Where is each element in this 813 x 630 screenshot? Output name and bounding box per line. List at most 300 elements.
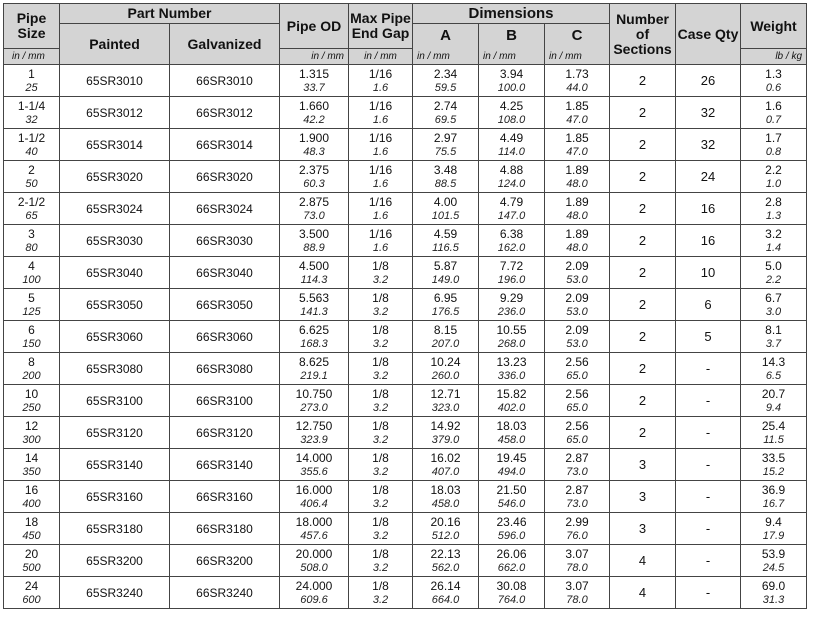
cell-dim-b-in: 21.50 — [496, 482, 527, 497]
cell-galvanized: 66SR3160 — [170, 481, 280, 513]
cell-od-in: 18.000 — [295, 514, 333, 529]
cell-dim-a — [413, 97, 479, 129]
table-row — [4, 289, 807, 321]
cell-dim-a-mm: 88.5 — [434, 177, 457, 190]
cell-dim-b-mm: 336.0 — [497, 369, 526, 382]
cell-dim-c-mm: 53.0 — [566, 273, 588, 286]
cell-size-in: 1-1/4 — [17, 98, 46, 113]
cell-dim-b — [479, 481, 545, 513]
cell-galvanized: 66SR3020 — [170, 161, 280, 193]
cell-dim-c — [545, 449, 610, 481]
cell-weight — [741, 257, 807, 289]
cell-size-mm: 500 — [22, 561, 41, 574]
cell-gap-in: 1/8 — [372, 354, 389, 369]
header-pipe-od: Pipe OD — [280, 4, 349, 49]
cell-weight-in: 69.0 — [761, 578, 786, 593]
cell-dim-b — [479, 417, 545, 449]
cell-dim-c-in: 2.87 — [565, 482, 589, 497]
cell-size — [4, 321, 60, 353]
cell-sections: 3 — [610, 513, 676, 545]
cell-dim-b-in: 4.49 — [499, 130, 524, 145]
cell-dim-c-mm: 47.0 — [566, 145, 588, 158]
cell-dim-b-mm: 147.0 — [497, 209, 526, 222]
cell-size-in: 16 — [24, 482, 39, 497]
cell-dim-a-in: 4.59 — [433, 226, 458, 241]
cell-dim-b-in: 7.72 — [499, 258, 524, 273]
cell-painted: 65SR3120 — [60, 417, 170, 449]
cell-case-qty: - — [676, 385, 741, 417]
table-row — [4, 545, 807, 577]
cell-dim-c-mm: 44.0 — [566, 81, 588, 94]
cell-dim-c-in: 2.99 — [565, 514, 589, 529]
cell-dim-a-in: 16.02 — [430, 450, 461, 465]
unit-weight: lb / kg — [741, 49, 807, 65]
cell-weight-in: 1.7 — [765, 130, 782, 145]
cell-gap — [349, 193, 413, 225]
cell-weight-mm: 1.3 — [765, 209, 782, 222]
cell-size — [4, 161, 60, 193]
header-painted: Painted — [60, 24, 170, 65]
cell-sections: 4 — [610, 577, 676, 609]
cell-dim-a — [413, 161, 479, 193]
cell-od — [280, 545, 349, 577]
cell-od-mm: 406.4 — [300, 497, 328, 510]
cell-dim-c-in: 2.09 — [565, 258, 589, 273]
cell-size-mm: 400 — [22, 497, 41, 510]
cell-dim-a-in: 14.92 — [430, 418, 461, 433]
cell-galvanized: 66SR3180 — [170, 513, 280, 545]
cell-od-in: 8.625 — [298, 354, 330, 369]
cell-dim-c-in: 1.85 — [565, 130, 589, 145]
cell-od-in: 1.900 — [298, 130, 330, 145]
cell-weight-mm: 16.7 — [762, 497, 785, 510]
cell-size-mm: 80 — [25, 241, 38, 254]
cell-gap — [349, 513, 413, 545]
unit-dim-c: in / mm — [549, 51, 582, 62]
cell-gap-mm: 3.2 — [372, 337, 389, 350]
header-case-qty: Case Qty — [676, 4, 741, 65]
cell-sections: 2 — [610, 353, 676, 385]
cell-dim-c-mm: 48.0 — [566, 177, 588, 190]
cell-dim-b-mm: 114.0 — [498, 145, 525, 158]
cell-painted: 65SR3200 — [60, 545, 170, 577]
header-dim-b-label: B — [506, 27, 517, 44]
cell-dim-a-mm: 69.5 — [434, 113, 457, 126]
cell-od-in: 2.875 — [298, 194, 330, 209]
header-max-gap: Max Pipe End Gap — [349, 4, 413, 49]
cell-size — [4, 481, 60, 513]
cell-dim-c-in: 2.87 — [565, 450, 589, 465]
cell-gap-in: 1/8 — [372, 450, 389, 465]
cell-dim-a-mm: 458.0 — [431, 497, 460, 510]
cell-size-in: 4 — [28, 258, 35, 273]
cell-od — [280, 481, 349, 513]
cell-dim-c-mm: 76.0 — [566, 529, 588, 542]
cell-dim-a-mm: 149.0 — [431, 273, 460, 286]
cell-weight — [741, 481, 807, 513]
cell-dim-b-in: 3.94 — [499, 66, 524, 81]
cell-gap — [349, 385, 413, 417]
cell-painted: 65SR3020 — [60, 161, 170, 193]
cell-od-mm: 355.6 — [300, 465, 328, 478]
cell-od-in: 12.750 — [295, 418, 333, 433]
cell-dim-a — [413, 65, 479, 97]
cell-dim-b-mm: 108.0 — [497, 113, 526, 126]
header-dimensions: Dimensions — [413, 4, 610, 24]
cell-weight-mm: 0.7 — [765, 113, 782, 126]
table-row — [4, 97, 807, 129]
cell-dim-b — [479, 65, 545, 97]
header-dim-c — [545, 24, 610, 65]
cell-weight-in: 5.0 — [765, 258, 782, 273]
cell-size-in: 2 — [28, 162, 35, 177]
cell-dim-a — [413, 257, 479, 289]
cell-painted: 65SR3030 — [60, 225, 170, 257]
cell-dim-b-in: 30.08 — [496, 578, 527, 593]
cell-gap-in: 1/8 — [372, 546, 389, 561]
cell-weight-in: 33.5 — [761, 450, 786, 465]
cell-gap-mm: 1.6 — [372, 209, 389, 222]
cell-gap-in: 1/16 — [368, 130, 393, 145]
cell-sections: 2 — [610, 193, 676, 225]
cell-size-mm: 50 — [25, 177, 38, 190]
table-row — [4, 353, 807, 385]
cell-dim-a-mm: 407.0 — [431, 465, 460, 478]
cell-weight-mm: 3.0 — [765, 305, 782, 318]
cell-gap-in: 1/16 — [368, 194, 393, 209]
cell-od-mm: 33.7 — [303, 81, 325, 94]
cell-galvanized: 66SR3040 — [170, 257, 280, 289]
cell-gap-in: 1/16 — [368, 98, 393, 113]
cell-size-in: 8 — [28, 354, 35, 369]
cell-size-mm: 65 — [25, 209, 38, 222]
cell-painted: 65SR3060 — [60, 321, 170, 353]
table-row — [4, 417, 807, 449]
cell-od-in: 16.000 — [295, 482, 333, 497]
cell-od-mm: 168.3 — [300, 337, 328, 350]
cell-gap — [349, 449, 413, 481]
cell-painted: 65SR3010 — [60, 65, 170, 97]
cell-od-in: 14.000 — [295, 450, 333, 465]
table-row — [4, 257, 807, 289]
cell-od-in: 24.000 — [295, 578, 333, 593]
cell-case-qty: 26 — [676, 65, 741, 97]
cell-weight-in: 14.3 — [761, 354, 786, 369]
cell-weight — [741, 289, 807, 321]
cell-case-qty: 6 — [676, 289, 741, 321]
cell-dim-c-in: 1.89 — [565, 194, 589, 209]
cell-od-in: 3.500 — [298, 226, 330, 241]
cell-od-mm: 114.3 — [300, 273, 328, 286]
cell-galvanized: 66SR3240 — [170, 577, 280, 609]
cell-gap-mm: 3.2 — [372, 273, 389, 286]
cell-size — [4, 417, 60, 449]
cell-od — [280, 193, 349, 225]
cell-gap — [349, 257, 413, 289]
cell-weight-mm: 1.4 — [765, 241, 782, 254]
cell-od — [280, 513, 349, 545]
header-dim-b — [479, 24, 545, 65]
cell-case-qty: 32 — [676, 129, 741, 161]
cell-size — [4, 513, 60, 545]
unit-od: in / mm — [280, 49, 349, 65]
cell-dim-c — [545, 513, 610, 545]
cell-dim-c — [545, 481, 610, 513]
cell-weight-in: 20.7 — [761, 386, 786, 401]
cell-dim-a — [413, 193, 479, 225]
cell-weight-mm: 31.3 — [762, 593, 785, 606]
cell-weight-in: 25.4 — [761, 418, 786, 433]
cell-weight — [741, 417, 807, 449]
cell-dim-c-in: 1.89 — [565, 226, 589, 241]
cell-size — [4, 65, 60, 97]
cell-size-in: 20 — [24, 546, 39, 561]
cell-size — [4, 545, 60, 577]
cell-dim-b — [479, 289, 545, 321]
cell-od-in: 6.625 — [298, 322, 330, 337]
cell-gap-mm: 1.6 — [372, 241, 389, 254]
cell-od-mm: 609.6 — [300, 593, 328, 606]
cell-dim-c — [545, 257, 610, 289]
cell-weight — [741, 161, 807, 193]
cell-weight-mm: 11.5 — [763, 433, 784, 446]
cell-gap — [349, 577, 413, 609]
cell-case-qty: - — [676, 513, 741, 545]
cell-dim-b — [479, 513, 545, 545]
cell-od-mm: 508.0 — [300, 561, 328, 574]
cell-dim-b-in: 26.06 — [496, 546, 527, 561]
cell-weight — [741, 385, 807, 417]
cell-case-qty: 16 — [676, 193, 741, 225]
cell-od — [280, 65, 349, 97]
cell-size-mm: 125 — [22, 305, 41, 318]
cell-od-mm: 323.9 — [300, 433, 328, 446]
cell-gap-mm: 1.6 — [372, 177, 389, 190]
cell-painted: 65SR3014 — [60, 129, 170, 161]
unit-gap: in / mm — [349, 49, 413, 65]
cell-sections: 2 — [610, 129, 676, 161]
cell-dim-b-in: 4.25 — [499, 98, 524, 113]
table-row — [4, 65, 807, 97]
cell-size — [4, 449, 60, 481]
cell-galvanized: 66SR3030 — [170, 225, 280, 257]
cell-gap — [349, 321, 413, 353]
cell-painted: 65SR3160 — [60, 481, 170, 513]
cell-size-mm: 100 — [22, 273, 41, 286]
cell-dim-c — [545, 385, 610, 417]
cell-gap — [349, 97, 413, 129]
cell-dim-a-mm: 59.5 — [434, 81, 457, 94]
header-part-number: Part Number — [60, 4, 280, 24]
cell-gap-in: 1/8 — [372, 322, 389, 337]
cell-dim-b-in: 23.46 — [496, 514, 527, 529]
cell-dim-b-mm: 596.0 — [497, 529, 526, 542]
unit-size: in / mm — [4, 49, 60, 65]
cell-size-in: 24 — [24, 578, 39, 593]
cell-od-in: 2.375 — [298, 162, 330, 177]
cell-dim-c-mm: 65.0 — [566, 433, 588, 446]
cell-weight — [741, 129, 807, 161]
cell-painted: 65SR3080 — [60, 353, 170, 385]
cell-sections: 2 — [610, 321, 676, 353]
cell-sections: 2 — [610, 417, 676, 449]
cell-galvanized: 66SR3120 — [170, 417, 280, 449]
cell-od — [280, 257, 349, 289]
cell-dim-c — [545, 417, 610, 449]
cell-gap-mm: 3.2 — [372, 465, 389, 478]
cell-gap-in: 1/8 — [372, 290, 389, 305]
cell-case-qty: 32 — [676, 97, 741, 129]
cell-dim-b-mm: 162.0 — [497, 241, 526, 254]
cell-weight-mm: 6.5 — [765, 369, 782, 382]
cell-dim-c — [545, 193, 610, 225]
cell-gap-in: 1/8 — [372, 258, 389, 273]
cell-weight — [741, 577, 807, 609]
cell-gap-in: 1/8 — [372, 514, 389, 529]
cell-dim-b-mm: 546.0 — [497, 497, 526, 510]
cell-size-in: 6 — [28, 322, 35, 337]
table-row — [4, 481, 807, 513]
cell-galvanized: 66SR3080 — [170, 353, 280, 385]
cell-dim-c-in: 3.07 — [565, 546, 589, 561]
cell-size-mm: 150 — [22, 337, 41, 350]
cell-dim-a-mm: 207.0 — [431, 337, 460, 350]
cell-size — [4, 193, 60, 225]
cell-dim-a-in: 12.71 — [430, 386, 461, 401]
cell-dim-a-in: 6.95 — [433, 290, 458, 305]
cell-gap-in: 1/8 — [372, 482, 389, 497]
table-row — [4, 193, 807, 225]
cell-dim-a-in: 5.87 — [433, 258, 458, 273]
cell-dim-c-in: 2.09 — [565, 290, 589, 305]
cell-od-mm: 73.0 — [303, 209, 325, 222]
cell-weight-mm: 17.9 — [762, 529, 785, 542]
cell-size — [4, 225, 60, 257]
cell-case-qty: - — [676, 577, 741, 609]
cell-dim-c-mm: 78.0 — [566, 593, 588, 606]
cell-size — [4, 577, 60, 609]
cell-dim-a — [413, 353, 479, 385]
cell-size-in: 14 — [24, 450, 39, 465]
cell-gap-in: 1/16 — [368, 162, 393, 177]
cell-dim-b-mm: 100.0 — [497, 81, 526, 94]
table-row — [4, 129, 807, 161]
cell-dim-c-mm: 65.0 — [566, 369, 588, 382]
cell-size-mm: 600 — [22, 593, 41, 606]
cell-dim-a — [413, 129, 479, 161]
cell-dim-b-in: 15.82 — [496, 386, 527, 401]
cell-weight-in: 9.4 — [765, 514, 782, 529]
cell-dim-c — [545, 65, 610, 97]
cell-dim-b-in: 18.03 — [496, 418, 527, 433]
cell-dim-a-mm: 512.0 — [431, 529, 460, 542]
cell-weight-in: 2.8 — [765, 194, 782, 209]
cell-gap-mm: 3.2 — [372, 497, 389, 510]
cell-dim-a-in: 26.14 — [430, 578, 461, 593]
cell-size — [4, 97, 60, 129]
cell-dim-a — [413, 513, 479, 545]
cell-dim-a-in: 4.00 — [433, 194, 458, 209]
cell-dim-c-in: 3.07 — [565, 578, 589, 593]
cell-dim-c — [545, 289, 610, 321]
cell-galvanized: 66SR3140 — [170, 449, 280, 481]
cell-painted: 65SR3024 — [60, 193, 170, 225]
cell-dim-a-mm: 116.5 — [432, 241, 459, 254]
cell-gap-in: 1/8 — [372, 418, 389, 433]
cell-dim-c-in: 2.09 — [565, 322, 589, 337]
cell-od — [280, 225, 349, 257]
cell-gap-mm: 3.2 — [372, 561, 389, 574]
cell-dim-c-mm: 48.0 — [566, 241, 588, 254]
cell-dim-a — [413, 417, 479, 449]
cell-sections: 2 — [610, 97, 676, 129]
cell-weight — [741, 545, 807, 577]
cell-dim-a — [413, 289, 479, 321]
cell-gap-in: 1/8 — [372, 386, 389, 401]
cell-size-mm: 250 — [22, 401, 41, 414]
pipe-coupling-spec-table — [3, 3, 807, 609]
cell-dim-a — [413, 385, 479, 417]
table-row — [4, 321, 807, 353]
cell-dim-a-mm: 323.0 — [431, 401, 460, 414]
cell-weight-mm: 1.0 — [765, 177, 782, 190]
cell-dim-a — [413, 449, 479, 481]
cell-dim-b-mm: 124.0 — [497, 177, 526, 190]
cell-case-qty: - — [676, 545, 741, 577]
cell-dim-b-mm: 458.0 — [497, 433, 526, 446]
cell-size-mm: 200 — [22, 369, 41, 382]
cell-weight-mm: 9.4 — [765, 401, 782, 414]
cell-galvanized: 66SR3200 — [170, 545, 280, 577]
cell-weight — [741, 513, 807, 545]
cell-dim-c-in: 1.89 — [565, 162, 589, 177]
cell-dim-a-in: 22.13 — [430, 546, 461, 561]
cell-gap — [349, 353, 413, 385]
cell-od-in: 1.315 — [298, 66, 330, 81]
cell-od-mm: 219.1 — [300, 369, 328, 382]
cell-gap — [349, 545, 413, 577]
cell-gap-mm: 3.2 — [372, 593, 389, 606]
cell-gap — [349, 161, 413, 193]
cell-od-mm: 60.3 — [303, 177, 325, 190]
cell-od-mm: 42.2 — [303, 113, 325, 126]
cell-dim-c — [545, 353, 610, 385]
cell-galvanized: 66SR3014 — [170, 129, 280, 161]
cell-dim-c-mm: 65.0 — [566, 401, 588, 414]
cell-dim-c — [545, 161, 610, 193]
cell-dim-a-in: 18.03 — [430, 482, 461, 497]
cell-dim-b — [479, 97, 545, 129]
cell-od-mm: 48.3 — [303, 145, 325, 158]
cell-size-mm: 40 — [25, 145, 38, 158]
cell-galvanized: 66SR3060 — [170, 321, 280, 353]
cell-size — [4, 289, 60, 321]
cell-dim-c-mm: 73.0 — [566, 465, 588, 478]
header-dim-a — [413, 24, 479, 65]
cell-size-in: 5 — [28, 290, 35, 305]
cell-dim-b — [479, 257, 545, 289]
cell-dim-c — [545, 545, 610, 577]
cell-sections: 2 — [610, 225, 676, 257]
cell-size-mm: 25 — [25, 81, 38, 94]
cell-size — [4, 353, 60, 385]
cell-painted: 65SR3140 — [60, 449, 170, 481]
table-body — [4, 65, 807, 609]
table-row — [4, 385, 807, 417]
cell-case-qty: - — [676, 481, 741, 513]
unit-dim-a: in / mm — [417, 51, 450, 62]
cell-sections: 2 — [610, 257, 676, 289]
